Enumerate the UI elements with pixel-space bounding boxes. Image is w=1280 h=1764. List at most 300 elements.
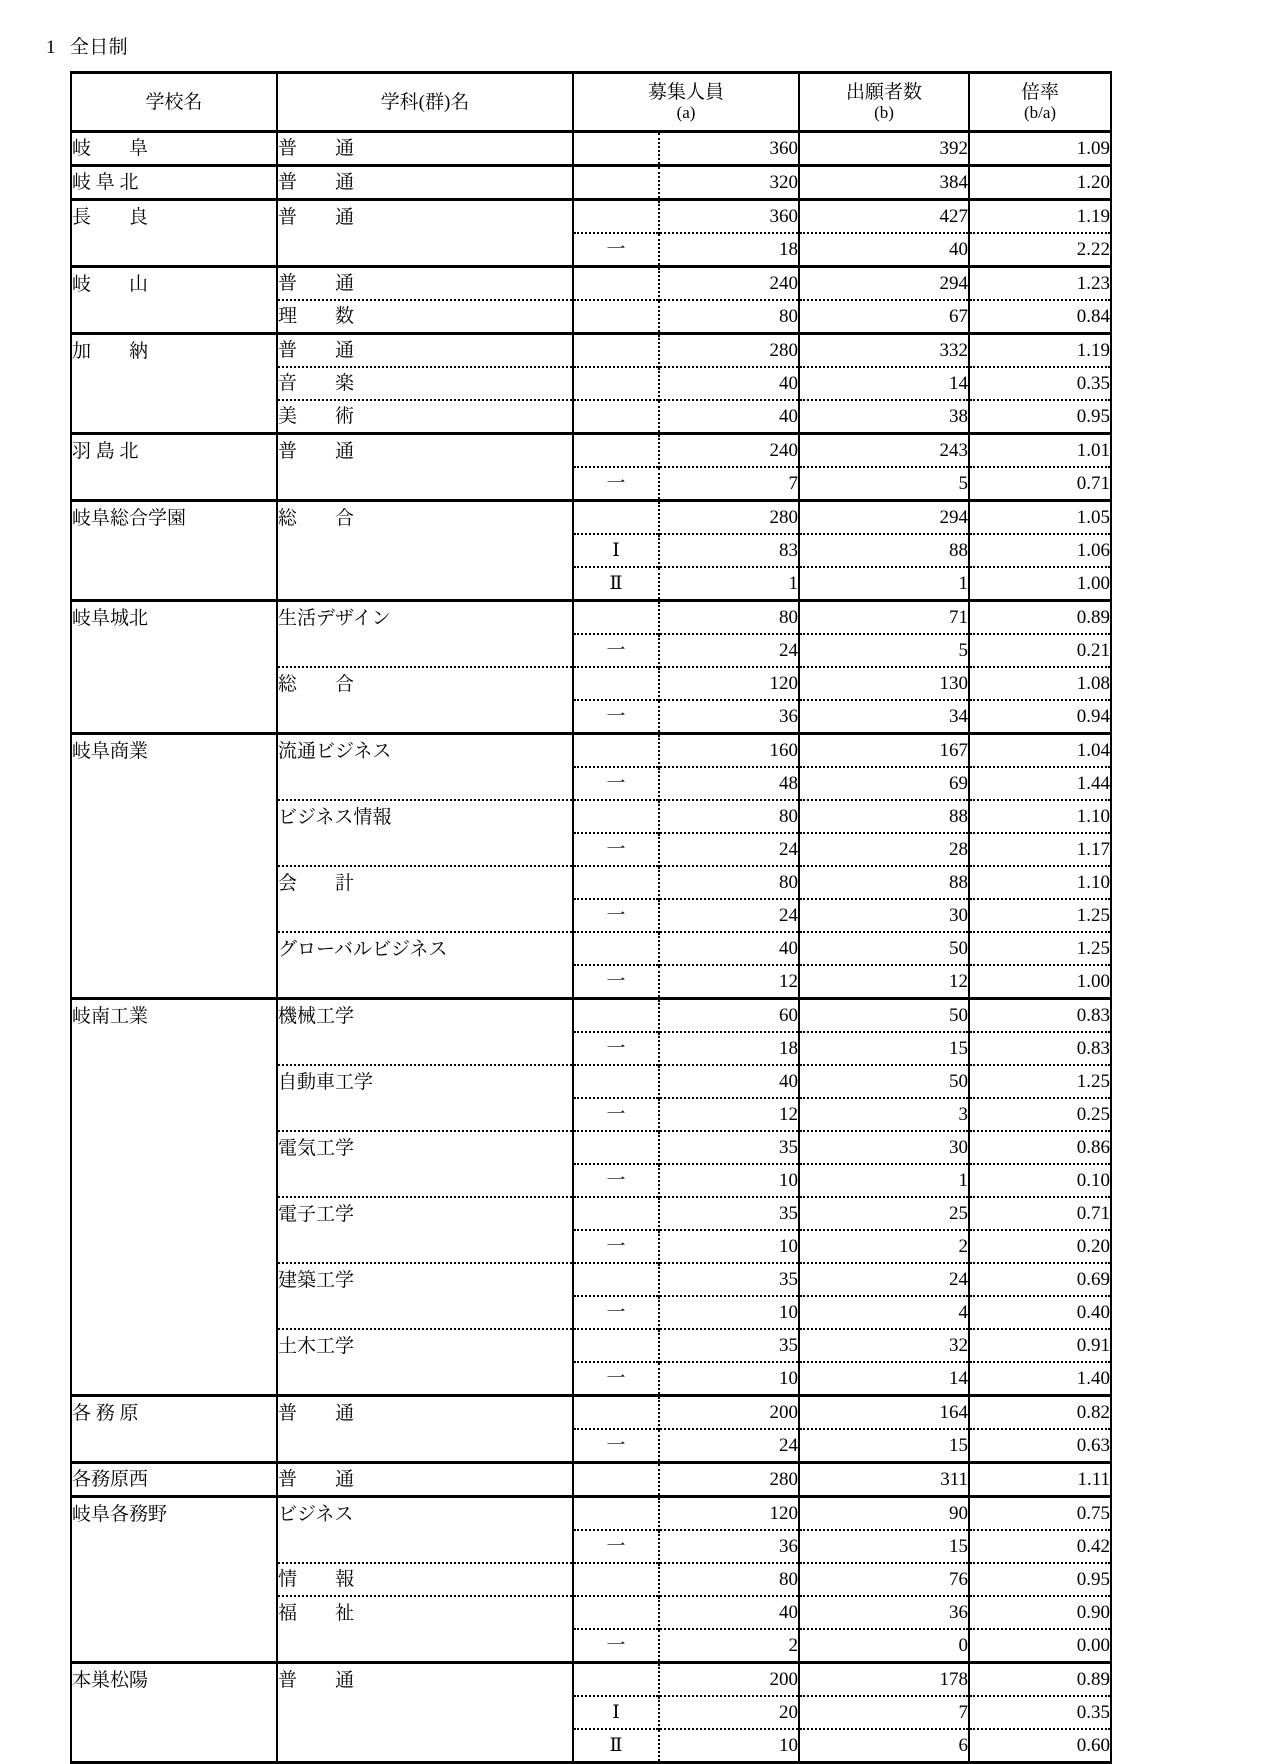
cell-mark (573, 334, 659, 368)
cell-department: 普 通 (277, 132, 573, 166)
cell-mark: 一 (573, 1032, 659, 1065)
cell-school: 岐阜商業 (71, 734, 277, 768)
cell-ratio: 1.09 (969, 132, 1111, 166)
cell-department: 福 祉 (277, 1596, 573, 1629)
cell-school (71, 400, 277, 434)
table-row (71, 999, 1111, 1033)
cell-mark (573, 400, 659, 434)
table-row (71, 267, 1111, 301)
cell-school (71, 1065, 277, 1098)
cell-department: 普 通 (277, 434, 573, 468)
cell-school (71, 1362, 277, 1396)
cell-applicants: 24 (799, 1263, 969, 1296)
cell-applicants: 40 (799, 233, 969, 267)
cell-department: ビジネス (277, 1497, 573, 1531)
cell-applicants: 71 (799, 601, 969, 635)
cell-capacity: 120 (659, 667, 799, 700)
cell-school (71, 300, 277, 334)
cell-ratio: 0.83 (969, 1032, 1111, 1065)
cell-applicants: 0 (799, 1629, 969, 1663)
cell-capacity: 12 (659, 1098, 799, 1131)
table-row (71, 1563, 1111, 1596)
cell-department (277, 1362, 573, 1396)
table-row (71, 1530, 1111, 1563)
cell-capacity: 240 (659, 434, 799, 468)
cell-applicants: 1 (799, 567, 969, 601)
cell-department: 流通ビジネス (277, 734, 573, 768)
table-row (71, 899, 1111, 932)
cell-school: 岐 山 (71, 267, 277, 301)
cell-mark (573, 367, 659, 400)
cell-mark: 一 (573, 1098, 659, 1131)
table-row (71, 932, 1111, 965)
cell-ratio: 1.11 (969, 1463, 1111, 1497)
cell-school (71, 1696, 277, 1729)
cell-applicants: 50 (799, 999, 969, 1033)
cell-department: 生活デザイン (277, 601, 573, 635)
cell-department (277, 1296, 573, 1329)
cell-school: 岐南工業 (71, 999, 277, 1033)
table-row (71, 1729, 1111, 1763)
cell-mark: Ⅱ (573, 567, 659, 601)
table-row (71, 634, 1111, 667)
table-row (71, 200, 1111, 234)
cell-ratio: 0.63 (969, 1429, 1111, 1463)
cell-department (277, 767, 573, 800)
cell-department: 普 通 (277, 334, 573, 368)
cell-applicants: 15 (799, 1032, 969, 1065)
cell-capacity: 280 (659, 1463, 799, 1497)
table-row (71, 1263, 1111, 1296)
cell-applicants: 392 (799, 132, 969, 166)
cell-capacity: 360 (659, 132, 799, 166)
cell-mark (573, 1563, 659, 1596)
cell-ratio: 1.25 (969, 932, 1111, 965)
cell-school: 岐阜総合学園 (71, 501, 277, 535)
cell-ratio: 1.10 (969, 866, 1111, 899)
cell-ratio: 1.04 (969, 734, 1111, 768)
cell-department: 普 通 (277, 1396, 573, 1430)
cell-ratio: 1.23 (969, 267, 1111, 301)
cell-capacity: 10 (659, 1296, 799, 1329)
cell-department: 美 術 (277, 400, 573, 434)
cell-capacity: 280 (659, 334, 799, 368)
cell-applicants: 38 (799, 400, 969, 434)
cell-department: 総 合 (277, 667, 573, 700)
cell-school (71, 1032, 277, 1065)
table-row (71, 400, 1111, 434)
cell-applicants: 15 (799, 1530, 969, 1563)
cell-department (277, 1230, 573, 1263)
table-row (71, 367, 1111, 400)
header-department-label: 学科(群)名 (380, 91, 470, 113)
cell-department: 建築工学 (277, 1263, 573, 1296)
cell-department (277, 634, 573, 667)
cell-capacity: 10 (659, 1729, 799, 1763)
cell-school (71, 467, 277, 501)
cell-department (277, 1696, 573, 1729)
table-row (71, 1362, 1111, 1396)
cell-mark: 一 (573, 1362, 659, 1396)
cell-applicants: 28 (799, 833, 969, 866)
cell-school (71, 534, 277, 567)
cell-department: グローバルビジネス (277, 932, 573, 965)
cell-mark (573, 200, 659, 234)
cell-applicants: 130 (799, 667, 969, 700)
cell-applicants: 36 (799, 1596, 969, 1629)
cell-capacity: 360 (659, 200, 799, 234)
cell-ratio: 1.19 (969, 334, 1111, 368)
cell-mark: Ⅰ (573, 1696, 659, 1729)
cell-mark (573, 1463, 659, 1497)
cell-school (71, 1729, 277, 1763)
cell-mark: 一 (573, 833, 659, 866)
cell-applicants: 311 (799, 1463, 969, 1497)
cell-ratio: 1.01 (969, 434, 1111, 468)
cell-ratio: 0.75 (969, 1497, 1111, 1531)
cell-mark: 一 (573, 233, 659, 267)
cell-mark: Ⅰ (573, 534, 659, 567)
cell-ratio: 0.83 (969, 999, 1111, 1033)
cell-ratio: 0.95 (969, 1563, 1111, 1596)
cell-department: 普 通 (277, 1463, 573, 1497)
cell-school (71, 1429, 277, 1463)
cell-applicants: 14 (799, 1362, 969, 1396)
cell-department: 音 楽 (277, 367, 573, 400)
table-row (71, 501, 1111, 535)
cell-ratio: 0.90 (969, 1596, 1111, 1629)
cell-ratio: 0.10 (969, 1164, 1111, 1197)
cell-department: 会 計 (277, 866, 573, 899)
cell-mark (573, 1263, 659, 1296)
cell-capacity: 7 (659, 467, 799, 501)
cell-capacity: 120 (659, 1497, 799, 1531)
cell-applicants: 32 (799, 1329, 969, 1362)
cell-school (71, 1131, 277, 1164)
cell-school: 各 務 原 (71, 1396, 277, 1430)
cell-ratio: 1.05 (969, 501, 1111, 535)
cell-school (71, 1098, 277, 1131)
table-row (71, 767, 1111, 800)
cell-applicants: 4 (799, 1296, 969, 1329)
table-row (71, 1663, 1111, 1697)
table-row (71, 1696, 1111, 1729)
cell-mark (573, 1497, 659, 1531)
cell-capacity: 24 (659, 833, 799, 866)
cell-school (71, 1197, 277, 1230)
table-row (71, 1329, 1111, 1362)
cell-capacity: 2 (659, 1629, 799, 1663)
cell-applicants: 164 (799, 1396, 969, 1430)
cell-school (71, 1563, 277, 1596)
cell-ratio: 0.25 (969, 1098, 1111, 1131)
cell-applicants: 3 (799, 1098, 969, 1131)
header-department (277, 73, 573, 132)
cell-ratio: 0.35 (969, 1696, 1111, 1729)
cell-school (71, 1263, 277, 1296)
header-applicants-label: 出願者数 (846, 82, 923, 103)
cell-applicants: 88 (799, 800, 969, 833)
cell-applicants: 2 (799, 1230, 969, 1263)
cell-mark (573, 932, 659, 965)
cell-mark: 一 (573, 1230, 659, 1263)
cell-department (277, 1164, 573, 1197)
cell-capacity: 200 (659, 1396, 799, 1430)
cell-ratio: 1.19 (969, 200, 1111, 234)
cell-school (71, 965, 277, 999)
cell-applicants: 7 (799, 1696, 969, 1729)
cell-department: 普 通 (277, 267, 573, 301)
cell-mark: 一 (573, 767, 659, 800)
cell-mark (573, 267, 659, 301)
table-row (71, 965, 1111, 999)
cell-applicants: 25 (799, 1197, 969, 1230)
cell-ratio: 0.71 (969, 467, 1111, 501)
table-row (71, 1164, 1111, 1197)
cell-capacity: 240 (659, 267, 799, 301)
cell-capacity: 60 (659, 999, 799, 1033)
table-row (71, 800, 1111, 833)
cell-school (71, 866, 277, 899)
cell-school (71, 1296, 277, 1329)
cell-mark: 一 (573, 965, 659, 999)
table-row (71, 300, 1111, 334)
header-capacity-label: 募集人員 (648, 82, 725, 103)
table-row (71, 534, 1111, 567)
cell-applicants: 294 (799, 267, 969, 301)
cell-mark (573, 1596, 659, 1629)
cell-applicants: 5 (799, 467, 969, 501)
cell-applicants: 88 (799, 534, 969, 567)
cell-department: 自動車工学 (277, 1065, 573, 1098)
table-row (71, 1596, 1111, 1629)
cell-department (277, 1729, 573, 1763)
cell-department: ビジネス情報 (277, 800, 573, 833)
cell-capacity: 80 (659, 601, 799, 635)
cell-capacity: 10 (659, 1164, 799, 1197)
cell-capacity: 24 (659, 1429, 799, 1463)
section-title: 全日制 (69, 37, 129, 58)
cell-capacity: 36 (659, 700, 799, 734)
cell-school (71, 932, 277, 965)
cell-mark (573, 1329, 659, 1362)
cell-mark (573, 300, 659, 334)
cell-capacity: 320 (659, 166, 799, 200)
cell-capacity: 10 (659, 1230, 799, 1263)
cell-applicants: 178 (799, 1663, 969, 1697)
cell-applicants: 88 (799, 866, 969, 899)
cell-ratio: 0.84 (969, 300, 1111, 334)
cell-mark (573, 734, 659, 768)
cell-school (71, 767, 277, 800)
cell-ratio: 0.89 (969, 1663, 1111, 1697)
cell-department: 情 報 (277, 1563, 573, 1596)
cell-capacity: 48 (659, 767, 799, 800)
cell-capacity: 40 (659, 400, 799, 434)
cell-ratio: 0.71 (969, 1197, 1111, 1230)
cell-department (277, 965, 573, 999)
cell-mark: 一 (573, 1629, 659, 1663)
cell-ratio: 1.06 (969, 534, 1111, 567)
table-row (71, 434, 1111, 468)
cell-capacity: 40 (659, 367, 799, 400)
table-row (71, 700, 1111, 734)
cell-ratio: 0.69 (969, 1263, 1111, 1296)
cell-mark: 一 (573, 1164, 659, 1197)
table-row (71, 233, 1111, 267)
cell-mark (573, 166, 659, 200)
header-applicants (799, 73, 969, 132)
cell-school (71, 700, 277, 734)
cell-applicants: 1 (799, 1164, 969, 1197)
cell-school: 岐 阜 北 (71, 166, 277, 200)
table-row (71, 833, 1111, 866)
cell-ratio: 0.95 (969, 400, 1111, 434)
cell-capacity: 40 (659, 1065, 799, 1098)
cell-mark (573, 667, 659, 700)
cell-capacity: 20 (659, 1696, 799, 1729)
cell-ratio: 0.89 (969, 601, 1111, 635)
table-row (71, 467, 1111, 501)
cell-capacity: 35 (659, 1131, 799, 1164)
cell-department (277, 534, 573, 567)
cell-mark (573, 1663, 659, 1697)
cell-mark (573, 1065, 659, 1098)
table-row (71, 667, 1111, 700)
cell-school: 加 納 (71, 334, 277, 368)
table-row (71, 132, 1111, 166)
cell-ratio: 0.86 (969, 1131, 1111, 1164)
cell-department: 機械工学 (277, 999, 573, 1033)
cell-applicants: 90 (799, 1497, 969, 1531)
cell-applicants: 15 (799, 1429, 969, 1463)
cell-ratio: 0.91 (969, 1329, 1111, 1362)
cell-mark (573, 132, 659, 166)
cell-applicants: 384 (799, 166, 969, 200)
cell-ratio: 2.22 (969, 233, 1111, 267)
cell-capacity: 35 (659, 1197, 799, 1230)
cell-mark (573, 601, 659, 635)
cell-mark (573, 1197, 659, 1230)
cell-department (277, 833, 573, 866)
cell-department (277, 233, 573, 267)
cell-capacity: 80 (659, 1563, 799, 1596)
cell-capacity: 35 (659, 1263, 799, 1296)
table-row (71, 734, 1111, 768)
cell-mark: 一 (573, 1296, 659, 1329)
cell-ratio: 1.17 (969, 833, 1111, 866)
cell-capacity: 40 (659, 1596, 799, 1629)
cell-department (277, 567, 573, 601)
header-ratio (969, 73, 1111, 132)
cell-school (71, 567, 277, 601)
cell-applicants: 427 (799, 200, 969, 234)
cell-department: 普 通 (277, 166, 573, 200)
cell-school (71, 1530, 277, 1563)
cell-mark (573, 800, 659, 833)
table-row (71, 1396, 1111, 1430)
cell-applicants: 332 (799, 334, 969, 368)
cell-ratio: 1.10 (969, 800, 1111, 833)
cell-mark (573, 501, 659, 535)
cell-school: 長 良 (71, 200, 277, 234)
cell-school (71, 899, 277, 932)
header-capacity (573, 73, 799, 132)
cell-applicants: 6 (799, 1729, 969, 1763)
cell-ratio: 0.40 (969, 1296, 1111, 1329)
cell-capacity: 1 (659, 567, 799, 601)
cell-capacity: 80 (659, 800, 799, 833)
cell-ratio: 1.08 (969, 667, 1111, 700)
cell-department (277, 1530, 573, 1563)
cell-mark: 一 (573, 634, 659, 667)
cell-applicants: 34 (799, 700, 969, 734)
table-row (71, 1032, 1111, 1065)
cell-applicants: 12 (799, 965, 969, 999)
admissions-table (70, 71, 1112, 1764)
cell-school (71, 233, 277, 267)
table-row (71, 1230, 1111, 1263)
table-row (71, 1197, 1111, 1230)
table-row (71, 334, 1111, 368)
cell-school (71, 634, 277, 667)
cell-department (277, 700, 573, 734)
cell-ratio: 0.60 (969, 1729, 1111, 1763)
cell-department (277, 1032, 573, 1065)
cell-department (277, 1098, 573, 1131)
cell-applicants: 294 (799, 501, 969, 535)
cell-capacity: 80 (659, 866, 799, 899)
table-row (71, 1296, 1111, 1329)
cell-ratio: 0.94 (969, 700, 1111, 734)
cell-mark (573, 999, 659, 1033)
cell-capacity: 83 (659, 534, 799, 567)
cell-applicants: 14 (799, 367, 969, 400)
cell-school: 羽 島 北 (71, 434, 277, 468)
cell-mark: 一 (573, 467, 659, 501)
cell-department: 総 合 (277, 501, 573, 535)
table-row (71, 866, 1111, 899)
header-school (71, 73, 277, 132)
table-row (71, 1131, 1111, 1164)
cell-department: 電気工学 (277, 1131, 573, 1164)
table-row (71, 1629, 1111, 1663)
cell-school: 本巣松陽 (71, 1663, 277, 1697)
cell-mark: 一 (573, 1429, 659, 1463)
cell-applicants: 50 (799, 1065, 969, 1098)
cell-department: 普 通 (277, 1663, 573, 1697)
cell-mark (573, 1131, 659, 1164)
cell-applicants: 30 (799, 899, 969, 932)
cell-applicants: 50 (799, 932, 969, 965)
cell-school (71, 1596, 277, 1629)
header-row (71, 73, 1111, 132)
cell-department: 普 通 (277, 200, 573, 234)
table-row (71, 567, 1111, 601)
section-caption (46, 38, 1210, 57)
cell-applicants: 243 (799, 434, 969, 468)
header-capacity-sub: (a) (676, 103, 696, 122)
cell-ratio: 0.00 (969, 1629, 1111, 1663)
cell-school (71, 1329, 277, 1362)
table-row (71, 601, 1111, 635)
cell-applicants: 76 (799, 1563, 969, 1596)
cell-ratio: 0.82 (969, 1396, 1111, 1430)
cell-ratio: 1.44 (969, 767, 1111, 800)
table-header (71, 73, 1111, 132)
header-school-label: 学校名 (145, 91, 203, 113)
table-body (71, 132, 1111, 1763)
